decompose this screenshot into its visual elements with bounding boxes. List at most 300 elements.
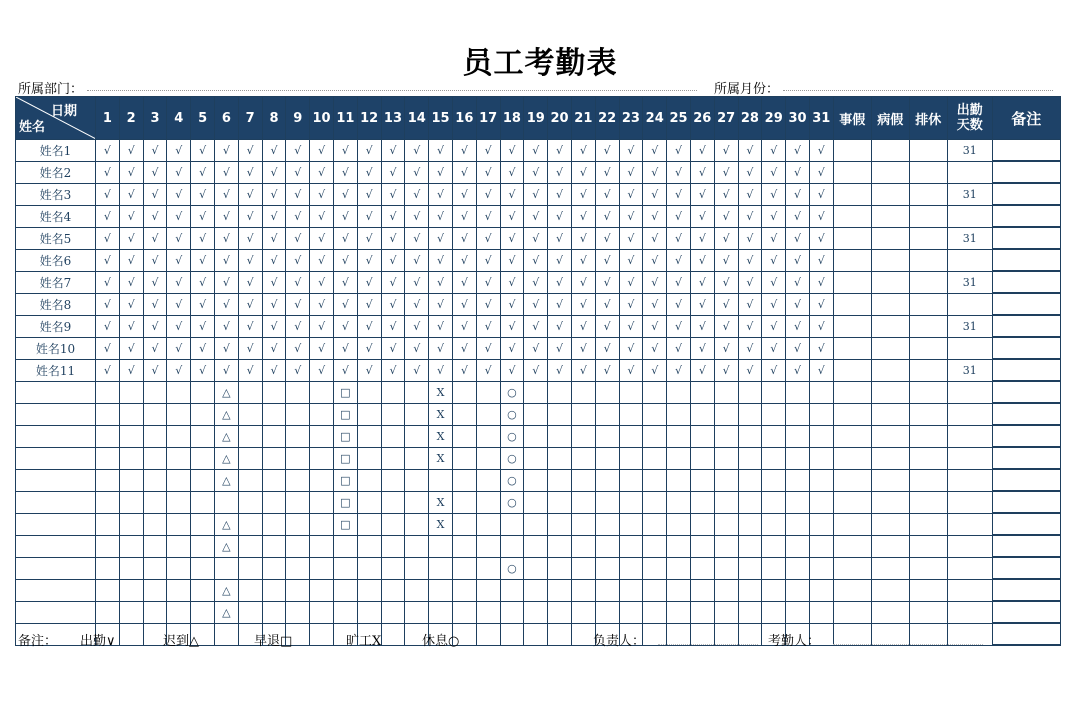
attendance-cell[interactable]	[96, 381, 120, 403]
attendance-cell[interactable]: √	[452, 359, 476, 381]
attendance-cell[interactable]: √	[476, 140, 500, 162]
attendance-cell[interactable]: √	[738, 293, 762, 315]
attendance-cell[interactable]	[786, 381, 810, 403]
attendance-cell[interactable]: √	[119, 140, 143, 162]
attendance-cell[interactable]: √	[476, 249, 500, 271]
attendance-days-cell[interactable]	[947, 557, 992, 579]
attendance-cell[interactable]	[548, 469, 572, 491]
attendance-cell[interactable]	[381, 535, 405, 557]
attendance-cell[interactable]: √	[286, 205, 310, 227]
attendance-cell[interactable]: √	[452, 227, 476, 249]
attendance-cell[interactable]: √	[143, 271, 167, 293]
attendance-cell[interactable]	[667, 601, 691, 623]
attendance-cell[interactable]: √	[429, 205, 453, 227]
attendance-cell[interactable]: √	[595, 293, 619, 315]
attendance-cell[interactable]	[809, 491, 833, 513]
attendance-cell[interactable]: √	[619, 205, 643, 227]
attendance-cell[interactable]	[548, 535, 572, 557]
attendance-cell[interactable]: √	[357, 140, 381, 162]
attendance-cell[interactable]	[214, 557, 238, 579]
attendance-cell[interactable]: √	[429, 337, 453, 359]
sick-leave-cell[interactable]	[871, 293, 909, 315]
attendance-cell[interactable]: √	[286, 161, 310, 183]
shift-rest-cell[interactable]	[909, 601, 947, 623]
attendance-cell[interactable]	[452, 491, 476, 513]
attendance-cell[interactable]	[714, 447, 738, 469]
attendance-cell[interactable]: √	[310, 359, 334, 381]
attendance-cell[interactable]: √	[524, 293, 548, 315]
attendance-cell[interactable]: ○	[500, 557, 524, 579]
attendance-cell[interactable]: √	[762, 183, 786, 205]
remarks-cell[interactable]	[992, 249, 1060, 271]
attendance-cell[interactable]: √	[143, 140, 167, 162]
attendance-cell[interactable]: √	[357, 205, 381, 227]
attendance-cell[interactable]: √	[119, 293, 143, 315]
attendance-cell[interactable]: √	[548, 293, 572, 315]
attendance-cell[interactable]	[191, 469, 215, 491]
remarks-cell[interactable]	[992, 557, 1060, 579]
attendance-cell[interactable]: √	[738, 315, 762, 337]
attendance-cell[interactable]	[786, 601, 810, 623]
attendance-cell[interactable]	[762, 469, 786, 491]
employee-name[interactable]	[16, 579, 96, 601]
attendance-cell[interactable]: √	[690, 183, 714, 205]
attendance-cell[interactable]: √	[667, 183, 691, 205]
attendance-cell[interactable]	[119, 469, 143, 491]
attendance-cell[interactable]	[452, 381, 476, 403]
attendance-cell[interactable]: √	[786, 359, 810, 381]
shift-rest-cell[interactable]	[909, 403, 947, 425]
attendance-cell[interactable]: √	[786, 315, 810, 337]
attendance-cell[interactable]	[167, 381, 191, 403]
attendance-cell[interactable]: √	[262, 293, 286, 315]
employee-name[interactable]	[16, 403, 96, 425]
attendance-cell[interactable]	[286, 447, 310, 469]
attendance-cell[interactable]: √	[643, 337, 667, 359]
attendance-cell[interactable]: √	[476, 227, 500, 249]
attendance-cell[interactable]: √	[381, 249, 405, 271]
attendance-cell[interactable]: √	[286, 140, 310, 162]
attendance-cell[interactable]: √	[786, 140, 810, 162]
attendance-cell[interactable]	[286, 425, 310, 447]
attendance-cell[interactable]	[357, 491, 381, 513]
shift-rest-cell[interactable]	[909, 293, 947, 315]
attendance-cell[interactable]: X	[429, 425, 453, 447]
attendance-cell[interactable]: √	[738, 359, 762, 381]
personal-leave-cell[interactable]	[833, 140, 871, 162]
employee-name[interactable]: 姓名7	[16, 271, 96, 293]
attendance-cell[interactable]: √	[191, 140, 215, 162]
attendance-cell[interactable]	[429, 557, 453, 579]
attendance-cell[interactable]: √	[262, 161, 286, 183]
attendance-cell[interactable]	[738, 491, 762, 513]
attendance-cell[interactable]	[238, 557, 262, 579]
attendance-cell[interactable]: △	[214, 425, 238, 447]
attendance-cell[interactable]	[262, 403, 286, 425]
attendance-cell[interactable]	[119, 447, 143, 469]
attendance-cell[interactable]	[452, 425, 476, 447]
employee-name[interactable]: 姓名3	[16, 183, 96, 205]
attendance-cell[interactable]: √	[714, 271, 738, 293]
attendance-cell[interactable]: √	[214, 293, 238, 315]
attendance-cell[interactable]: √	[214, 315, 238, 337]
attendance-cell[interactable]	[548, 601, 572, 623]
attendance-cell[interactable]	[262, 447, 286, 469]
attendance-cell[interactable]: √	[333, 337, 357, 359]
attendance-cell[interactable]	[310, 403, 334, 425]
shift-rest-cell[interactable]	[909, 513, 947, 535]
attendance-cell[interactable]	[167, 491, 191, 513]
personal-leave-cell[interactable]	[833, 535, 871, 557]
attendance-cell[interactable]: √	[167, 271, 191, 293]
attendance-cell[interactable]: X	[429, 513, 453, 535]
attendance-cell[interactable]	[619, 579, 643, 601]
attendance-cell[interactable]: √	[96, 140, 120, 162]
attendance-cell[interactable]	[405, 513, 429, 535]
remarks-cell[interactable]	[992, 601, 1060, 623]
attendance-cell[interactable]	[619, 425, 643, 447]
attendance-cell[interactable]	[809, 469, 833, 491]
attendance-cell[interactable]	[119, 491, 143, 513]
attendance-days-cell[interactable]	[947, 513, 992, 535]
attendance-cell[interactable]	[143, 535, 167, 557]
personal-leave-cell[interactable]	[833, 425, 871, 447]
attendance-cell[interactable]: √	[643, 205, 667, 227]
personal-leave-cell[interactable]	[833, 205, 871, 227]
attendance-cell[interactable]: √	[786, 293, 810, 315]
attendance-cell[interactable]: √	[809, 249, 833, 271]
attendance-cell[interactable]: √	[238, 227, 262, 249]
attendance-cell[interactable]: √	[548, 315, 572, 337]
attendance-cell[interactable]	[762, 425, 786, 447]
attendance-cell[interactable]	[167, 535, 191, 557]
attendance-cell[interactable]: √	[667, 161, 691, 183]
attendance-cell[interactable]: √	[167, 227, 191, 249]
shift-rest-cell[interactable]	[909, 425, 947, 447]
attendance-cell[interactable]: △	[214, 447, 238, 469]
attendance-cell[interactable]: √	[548, 183, 572, 205]
attendance-cell[interactable]	[524, 513, 548, 535]
attendance-cell[interactable]	[738, 425, 762, 447]
attendance-cell[interactable]	[714, 425, 738, 447]
attendance-cell[interactable]: √	[738, 249, 762, 271]
attendance-cell[interactable]	[357, 469, 381, 491]
attendance-cell[interactable]	[333, 535, 357, 557]
attendance-cell[interactable]	[119, 381, 143, 403]
shift-rest-cell[interactable]	[909, 535, 947, 557]
attendance-cell[interactable]: √	[524, 315, 548, 337]
attendance-cell[interactable]: √	[333, 183, 357, 205]
employee-name[interactable]	[16, 491, 96, 513]
attendance-cell[interactable]: √	[286, 227, 310, 249]
attendance-cell[interactable]: √	[310, 293, 334, 315]
attendance-cell[interactable]: √	[786, 205, 810, 227]
shift-rest-cell[interactable]	[909, 469, 947, 491]
attendance-cell[interactable]: √	[238, 205, 262, 227]
attendance-cell[interactable]	[381, 381, 405, 403]
attendance-cell[interactable]	[738, 381, 762, 403]
attendance-cell[interactable]: √	[643, 293, 667, 315]
attendance-cell[interactable]: √	[809, 161, 833, 183]
attendance-cell[interactable]: √	[214, 140, 238, 162]
attendance-cell[interactable]: □	[333, 425, 357, 447]
attendance-cell[interactable]	[643, 535, 667, 557]
attendance-days-cell[interactable]: 31	[947, 315, 992, 337]
attendance-cell[interactable]	[714, 403, 738, 425]
attendance-cell[interactable]: √	[667, 359, 691, 381]
attendance-cell[interactable]: √	[381, 315, 405, 337]
attendance-cell[interactable]: √	[119, 183, 143, 205]
attendance-cell[interactable]: √	[191, 271, 215, 293]
attendance-cell[interactable]	[96, 557, 120, 579]
attendance-cell[interactable]	[381, 579, 405, 601]
attendance-cell[interactable]	[643, 447, 667, 469]
attendance-cell[interactable]	[571, 425, 595, 447]
attendance-cell[interactable]	[738, 557, 762, 579]
attendance-cell[interactable]: √	[524, 271, 548, 293]
attendance-cell[interactable]: √	[119, 271, 143, 293]
personal-leave-cell[interactable]	[833, 227, 871, 249]
attendance-cell[interactable]: √	[643, 161, 667, 183]
attendance-cell[interactable]	[405, 381, 429, 403]
attendance-cell[interactable]: √	[405, 227, 429, 249]
attendance-cell[interactable]	[738, 579, 762, 601]
attendance-cell[interactable]	[405, 579, 429, 601]
attendance-cell[interactable]	[357, 579, 381, 601]
attendance-cell[interactable]: √	[809, 337, 833, 359]
attendance-cell[interactable]	[119, 425, 143, 447]
attendance-cell[interactable]	[548, 579, 572, 601]
attendance-cell[interactable]: X	[429, 491, 453, 513]
personal-leave-cell[interactable]	[833, 557, 871, 579]
attendance-cell[interactable]	[429, 579, 453, 601]
personal-leave-cell[interactable]	[833, 447, 871, 469]
attendance-cell[interactable]: √	[571, 315, 595, 337]
attendance-cell[interactable]	[96, 513, 120, 535]
attendance-cell[interactable]	[786, 447, 810, 469]
attendance-cell[interactable]: √	[595, 140, 619, 162]
attendance-cell[interactable]: √	[381, 227, 405, 249]
attendance-cell[interactable]	[143, 513, 167, 535]
attendance-cell[interactable]: √	[595, 249, 619, 271]
attendance-cell[interactable]	[571, 513, 595, 535]
attendance-cell[interactable]: √	[381, 183, 405, 205]
attendance-cell[interactable]	[262, 491, 286, 513]
attendance-cell[interactable]: √	[738, 183, 762, 205]
attendance-cell[interactable]: √	[500, 205, 524, 227]
employee-name[interactable]: 姓名11	[16, 359, 96, 381]
shift-rest-cell[interactable]	[909, 315, 947, 337]
attendance-cell[interactable]: √	[500, 227, 524, 249]
attendance-cell[interactable]	[476, 513, 500, 535]
attendance-cell[interactable]: √	[96, 271, 120, 293]
attendance-cell[interactable]	[619, 557, 643, 579]
attendance-cell[interactable]	[786, 557, 810, 579]
attendance-cell[interactable]: √	[595, 337, 619, 359]
remarks-cell[interactable]	[992, 425, 1060, 447]
attendance-cell[interactable]	[738, 447, 762, 469]
attendance-cell[interactable]	[310, 425, 334, 447]
attendance-days-cell[interactable]	[947, 601, 992, 623]
personal-leave-cell[interactable]	[833, 271, 871, 293]
remarks-cell[interactable]	[992, 403, 1060, 425]
attendance-cell[interactable]	[571, 469, 595, 491]
attendance-cell[interactable]: √	[548, 337, 572, 359]
attendance-cell[interactable]: √	[524, 205, 548, 227]
attendance-cell[interactable]: √	[333, 249, 357, 271]
attendance-cell[interactable]	[119, 403, 143, 425]
attendance-cell[interactable]	[738, 513, 762, 535]
attendance-cell[interactable]: √	[405, 140, 429, 162]
attendance-cell[interactable]: √	[381, 271, 405, 293]
attendance-cell[interactable]	[690, 535, 714, 557]
attendance-cell[interactable]	[524, 469, 548, 491]
attendance-cell[interactable]	[524, 491, 548, 513]
attendance-cell[interactable]: √	[738, 227, 762, 249]
attendance-cell[interactable]: √	[262, 337, 286, 359]
attendance-cell[interactable]: □	[333, 447, 357, 469]
remarks-cell[interactable]	[992, 381, 1060, 403]
attendance-cell[interactable]	[595, 425, 619, 447]
attendance-cell[interactable]: √	[714, 205, 738, 227]
remarks-cell[interactable]	[992, 140, 1060, 162]
attendance-cell[interactable]	[238, 601, 262, 623]
attendance-cell[interactable]: √	[476, 359, 500, 381]
attendance-cell[interactable]	[143, 403, 167, 425]
sick-leave-cell[interactable]	[871, 249, 909, 271]
attendance-cell[interactable]	[809, 513, 833, 535]
attendance-cell[interactable]: √	[262, 183, 286, 205]
attendance-cell[interactable]: √	[238, 161, 262, 183]
attendance-cell[interactable]: √	[667, 140, 691, 162]
attendance-cell[interactable]	[714, 513, 738, 535]
attendance-cell[interactable]	[119, 557, 143, 579]
attendance-cell[interactable]: ○	[500, 403, 524, 425]
attendance-cell[interactable]	[357, 403, 381, 425]
attendance-cell[interactable]: √	[238, 249, 262, 271]
attendance-cell[interactable]: √	[548, 227, 572, 249]
attendance-cell[interactable]	[809, 601, 833, 623]
attendance-cell[interactable]	[262, 381, 286, 403]
attendance-cell[interactable]: √	[809, 227, 833, 249]
remarks-cell[interactable]	[992, 359, 1060, 381]
attendance-cell[interactable]	[690, 447, 714, 469]
attendance-cell[interactable]: √	[643, 227, 667, 249]
attendance-cell[interactable]: √	[786, 183, 810, 205]
attendance-cell[interactable]	[96, 425, 120, 447]
attendance-cell[interactable]: √	[167, 161, 191, 183]
attendance-cell[interactable]: √	[262, 140, 286, 162]
attendance-cell[interactable]	[191, 381, 215, 403]
attendance-cell[interactable]	[452, 447, 476, 469]
personal-leave-cell[interactable]	[833, 513, 871, 535]
attendance-cell[interactable]: √	[500, 359, 524, 381]
attendance-cell[interactable]	[262, 469, 286, 491]
attendance-cell[interactable]: √	[571, 293, 595, 315]
attendance-cell[interactable]	[714, 491, 738, 513]
attendance-cell[interactable]: √	[690, 337, 714, 359]
attendance-cell[interactable]	[452, 601, 476, 623]
shift-rest-cell[interactable]	[909, 271, 947, 293]
attendance-cell[interactable]	[809, 381, 833, 403]
attendance-cell[interactable]: X	[429, 403, 453, 425]
attendance-cell[interactable]: √	[214, 183, 238, 205]
attendance-cell[interactable]: □	[333, 469, 357, 491]
attendance-cell[interactable]	[786, 469, 810, 491]
attendance-cell[interactable]: √	[738, 205, 762, 227]
attendance-cell[interactable]: √	[167, 293, 191, 315]
attendance-cell[interactable]: √	[333, 140, 357, 162]
attendance-cell[interactable]	[690, 381, 714, 403]
attendance-cell[interactable]	[476, 403, 500, 425]
attendance-cell[interactable]	[643, 425, 667, 447]
attendance-cell[interactable]	[238, 381, 262, 403]
sick-leave-cell[interactable]	[871, 359, 909, 381]
attendance-cell[interactable]	[381, 469, 405, 491]
attendance-cell[interactable]	[452, 513, 476, 535]
sick-leave-cell[interactable]	[871, 161, 909, 183]
attendance-cell[interactable]: √	[571, 359, 595, 381]
attendance-cell[interactable]	[96, 469, 120, 491]
employee-name[interactable]: 姓名9	[16, 315, 96, 337]
attendance-cell[interactable]: √	[667, 315, 691, 337]
attendance-cell[interactable]: √	[143, 227, 167, 249]
attendance-cell[interactable]	[429, 535, 453, 557]
personal-leave-cell[interactable]	[833, 337, 871, 359]
attendance-cell[interactable]	[500, 601, 524, 623]
attendance-days-cell[interactable]	[947, 469, 992, 491]
attendance-cell[interactable]	[524, 425, 548, 447]
attendance-cell[interactable]: √	[786, 337, 810, 359]
attendance-cell[interactable]: √	[381, 293, 405, 315]
attendance-cell[interactable]: √	[548, 161, 572, 183]
attendance-cell[interactable]	[595, 381, 619, 403]
sick-leave-cell[interactable]	[871, 337, 909, 359]
attendance-cell[interactable]	[191, 601, 215, 623]
attendance-cell[interactable]: √	[333, 227, 357, 249]
attendance-cell[interactable]	[548, 557, 572, 579]
attendance-cell[interactable]: √	[333, 293, 357, 315]
employee-name[interactable]: 姓名1	[16, 140, 96, 162]
attendance-cell[interactable]: √	[500, 293, 524, 315]
attendance-cell[interactable]: △	[214, 381, 238, 403]
attendance-cell[interactable]	[786, 491, 810, 513]
attendance-cell[interactable]	[524, 535, 548, 557]
attendance-cell[interactable]: √	[405, 205, 429, 227]
attendance-cell[interactable]	[643, 513, 667, 535]
attendance-cell[interactable]	[381, 557, 405, 579]
attendance-cell[interactable]: √	[429, 249, 453, 271]
attendance-cell[interactable]: X	[429, 447, 453, 469]
attendance-cell[interactable]	[167, 579, 191, 601]
attendance-cell[interactable]: √	[381, 359, 405, 381]
employee-name[interactable]: 姓名6	[16, 249, 96, 271]
attendance-cell[interactable]	[571, 535, 595, 557]
attendance-days-cell[interactable]	[947, 535, 992, 557]
personal-leave-cell[interactable]	[833, 161, 871, 183]
attendance-cell[interactable]: √	[381, 161, 405, 183]
remarks-cell[interactable]	[992, 535, 1060, 557]
attendance-cell[interactable]: √	[476, 183, 500, 205]
attendance-cell[interactable]	[333, 557, 357, 579]
attendance-cell[interactable]	[595, 557, 619, 579]
attendance-cell[interactable]: √	[191, 337, 215, 359]
attendance-cell[interactable]	[476, 601, 500, 623]
attendance-cell[interactable]	[357, 557, 381, 579]
sick-leave-cell[interactable]	[871, 381, 909, 403]
attendance-cell[interactable]: ○	[500, 447, 524, 469]
attendance-cell[interactable]	[381, 447, 405, 469]
